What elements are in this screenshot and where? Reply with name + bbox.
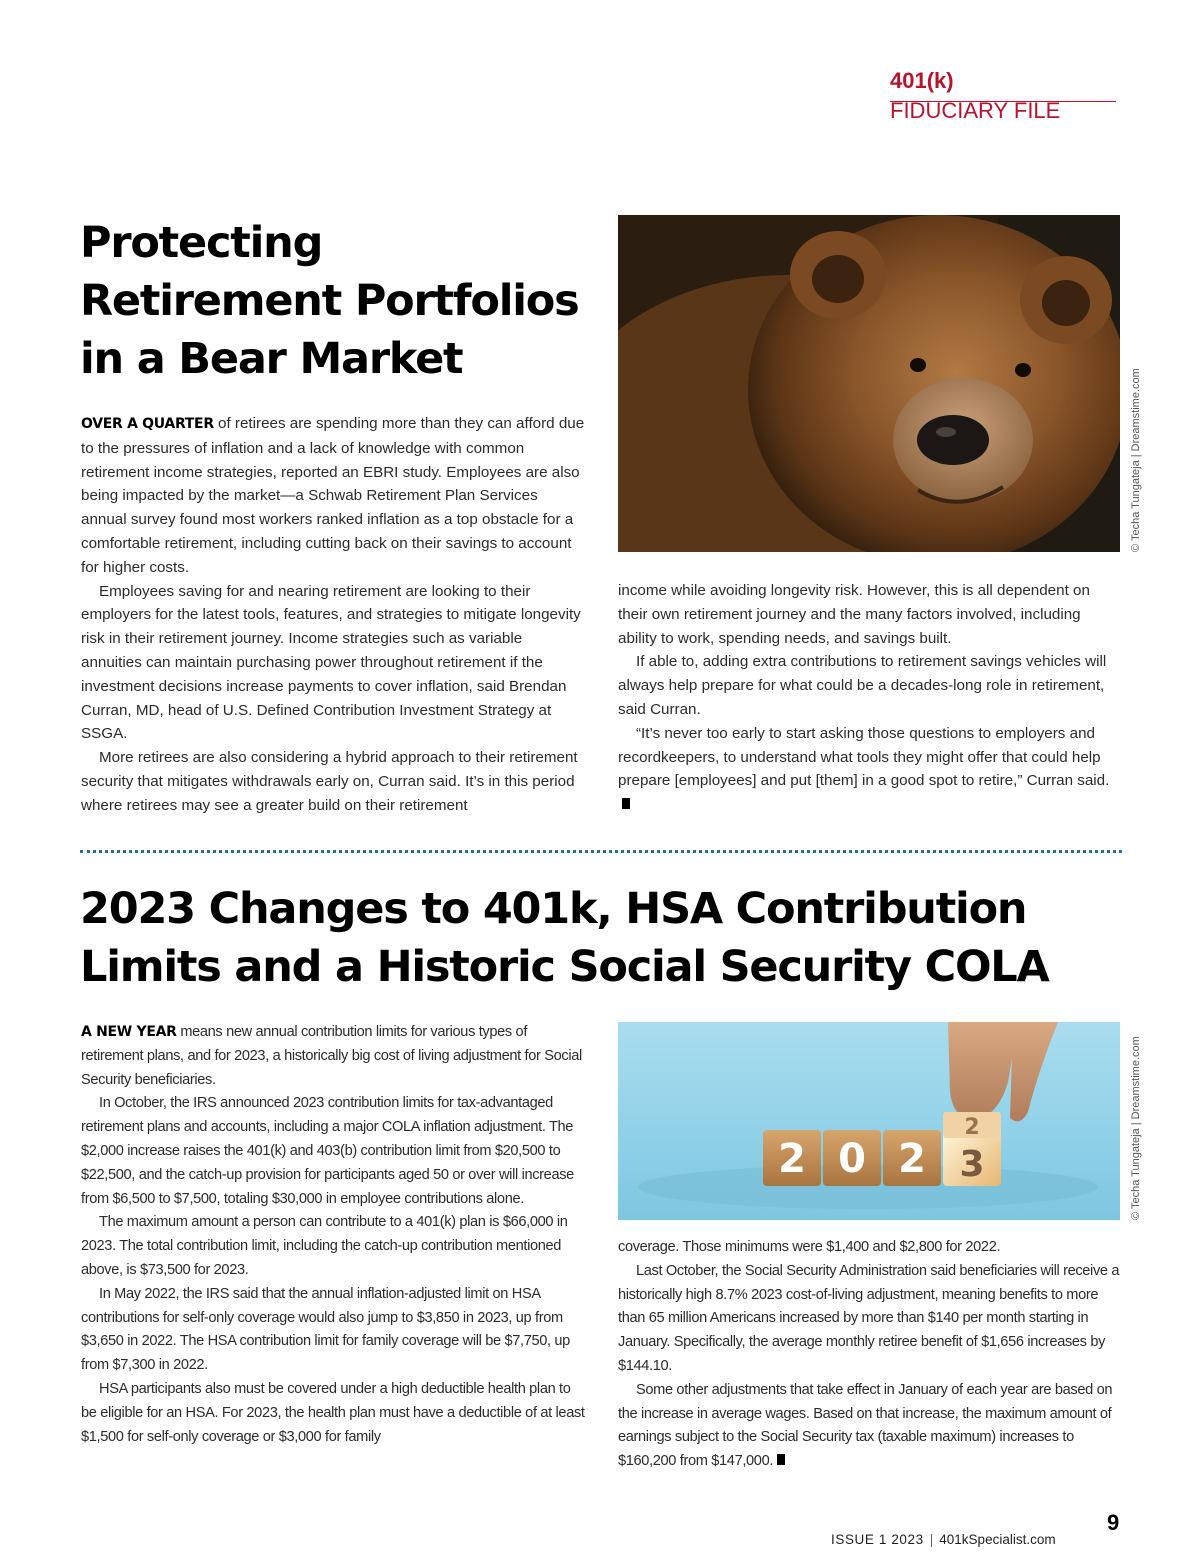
article1-paragraph: More retirees are also considering a hybrid approach to their retirement security that mitigates withdrawals early on, Curran said. It’s in this period where retirees may see a greater build on their retirement: [81, 749, 578, 814]
page-footer: [831, 1532, 1131, 1558]
article2-paragraph: coverage. Those minimums were $1,400 and $2,800 for 2022.: [618, 1239, 1001, 1255]
article1-paragraph: If able to, adding extra contributions to retirement savings vehicles will always help prepare for what could be a decades-long role in retirement, said Curran.: [618, 653, 1107, 718]
article1-paragraph: Employees saving for and nearing retirement are looking to their employers for the latest tools, features, and strategies to mitigate longevity risk in their retirement journey. Income strategies such as variable annuities can maintain purchasing power throughout retirement if the investment decisions increase payments to cover inflation, said Brendan Curran, MD, head of U.S. Defined Contribution Investment Strategy at SSGA.: [81, 582, 581, 743]
footer-issue: ISSUE 1 2023: [831, 1532, 924, 1547]
article2-paragraph-text: means new annual contribution limits for various types of retirement plans, and for 2023, a historically big cost of living adjustment for Social Security beneficiaries.: [81, 1024, 582, 1088]
year-blocks-illustration: [618, 1022, 1120, 1220]
article2-column-left: [81, 1021, 587, 1449]
year-block-digit: 3: [959, 1144, 985, 1185]
article2-paragraph: [81, 1021, 587, 1092]
article1-column-left: [81, 412, 587, 818]
year-block-digit: 2: [964, 1115, 980, 1140]
article2-paragraph-text: Some other adjustments that take effect in January of each year are based on the increase in average wages. Based on that increase, the maximum amount of earnings subject to the Social Security tax (taxable maximum) increases to $160,200 from $147,000.: [618, 1381, 1113, 1470]
article1-paragraph: [618, 722, 1120, 817]
article2-paragraph: In October, the IRS announced 2023 contribution limits for tax-advantaged retirement plans and accounts, including a major COLA inflation adjustment. The $2,000 increase raises the 401(k) and 403(b) contribution limit from $20,500 to $22,500, and the catch-up provision for participants aged 50 or over will increase from $6,500 to $7,500, totaling $30,000 in employee contributions alone.: [81, 1095, 574, 1207]
section-header-rest: FIDUCIARY FILE: [890, 98, 1061, 123]
article2-headline-line: 2023 Changes to 401k, HSA Contribution: [80, 884, 1027, 934]
article1-headline-line: Retirement Portfolios: [80, 276, 579, 326]
article2-paragraph: In May 2022, the IRS said that the annual inflation-adjusted limit on HSA contributions for self-only coverage would also jump to $3,850 in 2023, up from $3,650 in 2022. The HSA contribution limit for family coverage will be $7,750, up from $7,300 in 2022.: [81, 1285, 570, 1374]
page-number: 9: [1107, 1510, 1120, 1535]
article1-paragraph-text: “It’s never too early to start asking those questions to employers and recordkeepers, to understand what tools they might offer that could help prepare [employees] and put [them] in a good spot to retire,” Curran said.: [618, 724, 1110, 790]
article2-headline: [80, 880, 1140, 996]
bear-illustration: [618, 215, 1120, 552]
article1-paragraph: [81, 412, 587, 580]
year-block-digit: 2: [898, 1136, 926, 1182]
article1-headline-line: Protecting: [80, 218, 323, 268]
article-divider: [80, 850, 1122, 853]
article2-lead-in: A NEW YEAR: [81, 1024, 177, 1040]
article1-headline: [80, 214, 600, 388]
photo-credit: © Techa Tungateja | Dreamstime.com: [1130, 1036, 1142, 1220]
footer-separator: |: [929, 1532, 934, 1547]
article1-lead-in: OVER A QUARTER: [81, 416, 214, 432]
year-block-digit: 2: [778, 1136, 806, 1182]
article2-paragraph: Last October, the Social Security Administration said beneficiaries will receive a historically high 8.7% 2023 cost-of-living adjustment, meaning benefits to more than 65 million Americans increased by more than $140 per month starting in January. Specifically, the average monthly retiree benefit of $1,656 increases by $144.10.: [618, 1262, 1120, 1374]
photo-credit: © Techa Tungateja | Dreamstime.com: [1130, 368, 1142, 552]
section-header: [890, 66, 1116, 123]
section-header-strong: 401(k): [890, 68, 954, 93]
article1-column-right: [618, 579, 1120, 817]
article2-headline-line: Limits and a Historic Social Security COLA: [80, 942, 1049, 992]
year-blocks-photo: [618, 1022, 1120, 1220]
end-mark-icon: [777, 1454, 785, 1465]
end-mark-icon: [622, 798, 630, 809]
article1-paragraph-text: of retirees are spending more than they can afford due to the pressures of inflation and a lack of knowledge with common retirement income strategies, reported an EBRI study. Employees are also being impacted by the market—a Schwab Retirement Plan Services annual survey found most workers ranked inflation as a top obstacle for a comfortable retirement, including cutting back on their savings to account for higher costs.: [81, 415, 585, 576]
article2-column-right: [618, 1236, 1120, 1474]
article1-headline-line: in a Bear Market: [80, 334, 463, 384]
year-block-digit: 0: [838, 1136, 866, 1182]
article2-paragraph: HSA participants also must be covered under a high deductible health plan to be eligible for an HSA. For 2023, the health plan must have a deductible of at least $1,500 for self-only coverage or $3,000 for family: [81, 1380, 585, 1445]
article1-paragraph: income while avoiding longevity risk. However, this is all dependent on their own retirement journey and the many factors involved, including ability to work, spending needs, and savings built.: [618, 582, 1090, 647]
bear-photo: [618, 215, 1120, 552]
article2-paragraph: The maximum amount a person can contribute to a 401(k) plan is $66,000 in 2023. The total contribution limit, including the catch-up contribution mentioned above, is $73,500 for 2023.: [81, 1214, 568, 1278]
footer-website-link[interactable]: 401kSpecialist.com: [939, 1532, 1056, 1547]
article2-paragraph: [618, 1379, 1120, 1474]
